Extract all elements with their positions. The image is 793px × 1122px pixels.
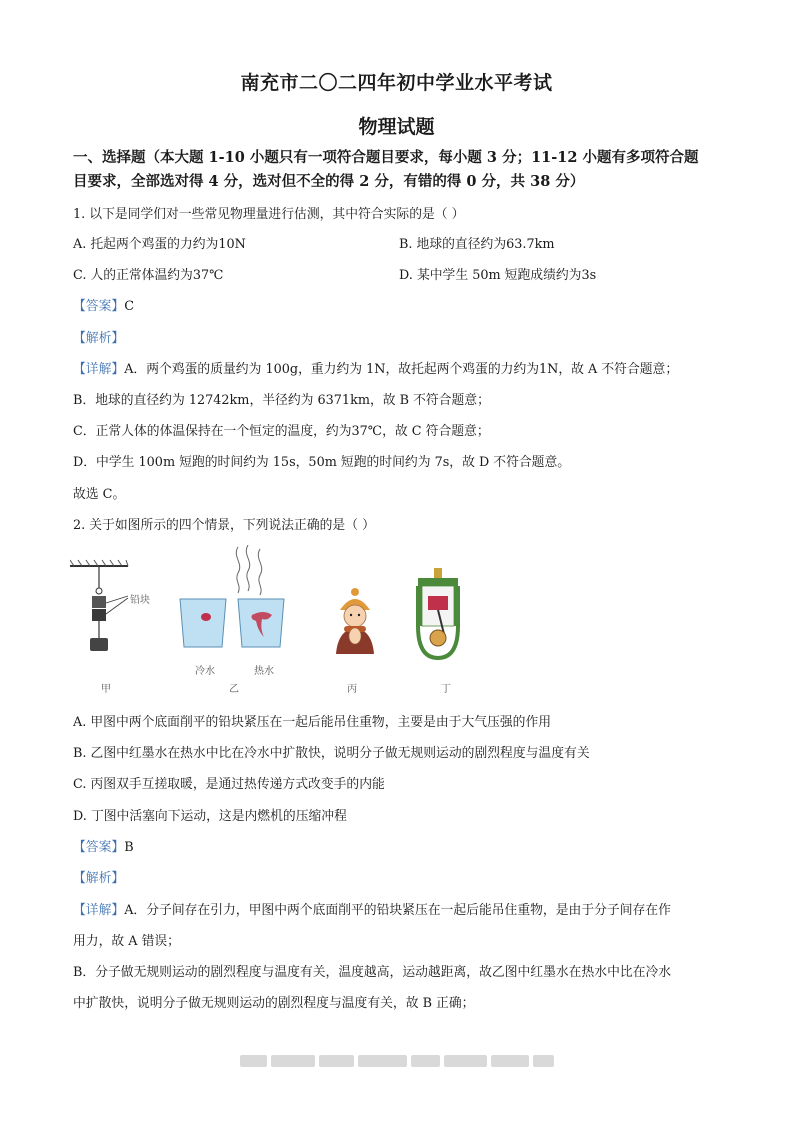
q2-stem: 2. 关于如图所示的四个情景，下列说法正确的是（ ）	[73, 518, 375, 533]
label-cold-water: 冷水	[195, 666, 215, 677]
figure-diffusion-beakers	[176, 545, 296, 660]
answer-tag: 【答案】	[73, 299, 125, 314]
label-hot-water: 热水	[254, 666, 274, 677]
q1-detail-b: B．地球的直径约为 12742km，半径约为 6371km，故 B 不符合题意；	[73, 393, 490, 408]
q2-detail-a1	[73, 899, 671, 918]
q1-option-d: D. 某中学生 50m 短跑成绩约为3s	[399, 268, 597, 283]
q2-analysis-tag: 【解析】	[73, 871, 125, 886]
caption-d: 丁	[441, 684, 451, 695]
detail-tag: 【详解】	[73, 362, 125, 377]
q1-conclusion: 故选 C。	[73, 487, 126, 502]
q1-detail-d: D．中学生 100m 短跑的时间约为 15s，50m 短跑的时间约为 7s，故 D 不符合题意。	[73, 455, 571, 470]
q2-option-d: D. 丁图中活塞向下运动，这是内燃机的压缩冲程	[73, 809, 347, 824]
caption-b: 乙	[229, 684, 239, 695]
q2-option-b: B. 乙图中红墨水在热水中比在冷水中扩散快，说明分子做无规则运动的剧烈程度与温度有关	[73, 746, 590, 761]
q2-detail-b2: 中扩散快，说明分子做无规则运动的剧烈程度与温度有关，故 B 正确；	[73, 996, 475, 1011]
answer-value: B	[124, 840, 134, 855]
q2-option-a: A. 甲图中两个底面削平的铅块紧压在一起后能吊住重物，主要是由于大气压强的作用	[73, 715, 552, 730]
figure-lead-blocks	[70, 558, 160, 658]
caption-a: 甲	[101, 684, 111, 695]
exam-subtitle: 物理试题	[358, 116, 435, 138]
detail-text: A．两个鸡蛋的质量约为 100g，重力约为 1N，故托起两个鸡蛋的力约为1N，故 A 不符合题意；	[124, 362, 679, 377]
answer-tag: 【答案】	[73, 840, 125, 855]
q2-answer	[73, 836, 134, 855]
q2-detail-b1: B．分子做无规则运动的剧烈程度与温度有关，温度越高，运动越距离，故乙图中红墨水在热水中比在冷水	[73, 965, 672, 980]
q1-option-b: B. 地球的直径约为63.7km	[399, 237, 555, 252]
q2-option-c: C. 丙图双手互搓取暖，是通过热传递方式改变手的内能	[73, 777, 385, 792]
label-lead-block: 铅块	[130, 595, 150, 606]
q1-analysis-tag: 【解析】	[73, 331, 125, 346]
detail-text: A．分子间存在引力，甲图中两个底面削平的铅块紧压在一起后能吊住重物，是由于分子间存在作	[124, 903, 671, 918]
q1-detail-c: C．正常人体的体温保持在一个恒定的温度，约为37℃，故 C 符合题意；	[73, 424, 490, 439]
q1-detail-a	[73, 358, 678, 377]
exam-title: 南充市二〇二四年初中学业水平考试	[240, 72, 553, 94]
figure-child-rubbing-hands	[330, 586, 380, 656]
q2-detail-a2: 用力，故 A 错误；	[73, 934, 180, 949]
q1-option-a: A. 托起两个鸡蛋的力约为10N	[73, 237, 246, 252]
detail-tag: 【详解】	[73, 903, 125, 918]
section-heading-line1: 一、选择题（本大题 1-10 小题只有一项符合题目要求，每小题 3 分；11-12 小题有多项符合题	[73, 149, 699, 166]
figure-engine-cylinder	[410, 568, 466, 662]
q1-answer	[73, 295, 134, 314]
q1-option-c: C. 人的正常体温约为37℃	[73, 268, 224, 283]
blurred-footer-watermark	[240, 1054, 554, 1068]
q1-stem: 1. 以下是同学们对一些常见物理量进行估测，其中符合实际的是（ ）	[73, 207, 465, 222]
section-heading-line2: 目要求，全部选对得 4 分，选对但不全的得 2 分，有错的得 0 分，共 38 分）	[73, 173, 585, 190]
caption-c: 丙	[347, 684, 357, 695]
answer-value: C	[124, 299, 134, 314]
